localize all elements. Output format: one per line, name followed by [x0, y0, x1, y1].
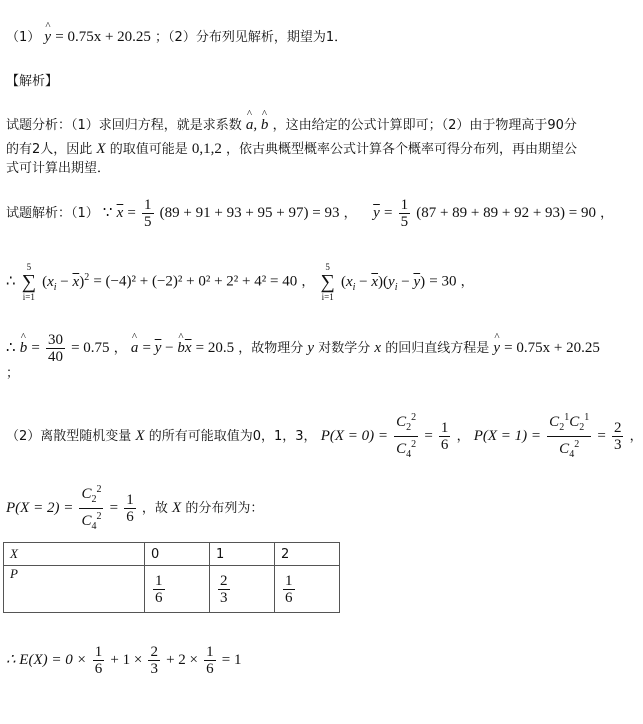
summation: 5 ∑ i=1 — [320, 262, 335, 302]
fraction-1-6: $\frac{1}{6}$ — [94, 644, 103, 677]
x-bar-expression: (89 + 91 + 93 + 95 + 97) = 93 — [159, 205, 340, 221]
fraction-c22-c42: $\frac{C_2^2}{C_4^2}$ — [81, 484, 102, 532]
prob-fraction — [153, 573, 165, 606]
regression-equation: = 0.75x + 20.25 — [504, 340, 600, 356]
prob-den: 6 — [285, 589, 293, 606]
prob-fraction — [218, 573, 230, 606]
prob-den: 6 — [155, 589, 163, 606]
prob-num: 2 — [220, 572, 228, 589]
sum-term: $(x_i - \overline{x})^2$ — [42, 271, 90, 293]
answer-equation: = 0.75x + 20.25 — [55, 29, 151, 45]
expectation-mid: + 2 × — [166, 652, 199, 668]
prob-num: 1 — [285, 572, 293, 589]
x-bar: $\overline{x}$ — [116, 205, 124, 221]
distribution-table — [3, 542, 340, 613]
fraction-one-fifth: $\frac{1}{5}$ — [400, 197, 409, 230]
sum-term: $(x_i - \overline{x})(y_i - \overline{y})$ — [340, 273, 426, 293]
analysis-text: ，依古典概型概率公式计算各个概率可得分布列，再由期望公 — [226, 142, 578, 157]
analysis-line-2 — [6, 138, 577, 158]
p2-lhs: P(X = 2) = — [6, 500, 74, 516]
part2-line-2 — [6, 482, 263, 535]
sum2-expression: = 30 — [429, 273, 457, 290]
expectation-lhs: ∴ E(X) = 0 × — [6, 652, 87, 668]
equals-sign: = — [383, 205, 393, 221]
y-bar-expression: (87 + 89 + 89 + 92 + 93) = 90 — [416, 205, 597, 221]
part2-text: ，故 — [141, 501, 168, 516]
analysis-text: 的取值可能是 — [109, 142, 188, 157]
equals-sign: = — [424, 428, 433, 444]
var-x: X — [172, 500, 182, 516]
fraction-c22-c42: $\frac{C_2^2}{C_4^2}$ — [396, 412, 417, 460]
part2-text: （2）离散型随机变量 — [6, 429, 132, 444]
part2-line-1 — [6, 410, 643, 463]
comma: ， — [456, 429, 470, 444]
because-symbol: ∵ — [102, 205, 113, 221]
regression-text: ，故物理分 — [238, 341, 304, 356]
table-value-cell: 2 — [275, 543, 340, 566]
part2-text: 的所有可能取值为0，1，3， — [148, 429, 317, 444]
expectation-rhs: = 1 — [221, 652, 242, 668]
table-value-cell: 0 — [145, 543, 210, 566]
a-hat: ^ a — [131, 340, 139, 356]
table-prob-cell — [275, 566, 340, 613]
section-heading: 【解析】 — [6, 74, 59, 89]
fraction-c21c21-c42: $\frac{C_2^1C_2^1}{C_4^2}$ — [549, 412, 590, 460]
solution-line-2 — [6, 262, 474, 302]
sum1-expression: = (−4)² + (−2)² + 0² + 2² + 4² = 40 — [93, 273, 298, 290]
sum-upper: 5 — [26, 262, 32, 272]
therefore-symbol: ∴ — [6, 273, 16, 290]
b-value: = 0.75 — [71, 340, 110, 356]
fraction-1-6: $\frac{1}{6}$ — [206, 644, 214, 677]
table-value-cell: 1 — [210, 543, 275, 566]
answer-part1-label: （1） — [6, 30, 41, 45]
fraction-2-3: $\frac{2}{3}$ — [613, 420, 622, 453]
comma: ， — [629, 429, 643, 444]
table-prob-cell — [210, 566, 275, 613]
analysis-text: 试题分析：（1）求回归方程，就是求系数 — [6, 118, 242, 133]
fraction-30-40: $\frac{30}{40}$ — [47, 332, 63, 365]
y-bar: $\overline{y}$ — [373, 205, 380, 221]
therefore-symbol: ∴ — [6, 340, 16, 356]
b-hat: ^ b — [20, 340, 28, 356]
comma: ， — [301, 274, 315, 290]
analysis-line-1 — [6, 114, 577, 134]
prob-fraction — [283, 573, 295, 606]
prob-den: 3 — [220, 589, 228, 606]
fraction-one-fifth: $\frac{1}{5}$ — [144, 197, 152, 230]
equals-sign: = — [127, 205, 136, 221]
y-hat-symbol: ^ y — [44, 29, 51, 45]
expectation-line — [6, 644, 242, 677]
solution-line-3 — [6, 332, 600, 365]
comma: ， — [113, 341, 127, 356]
p1-lhs: P(X = 1) = — [473, 428, 542, 444]
analysis-text: 的有2人，因此 — [6, 142, 93, 157]
table-header-x: X — [4, 543, 145, 566]
regression-text: 的回归直线方程是 — [385, 341, 490, 356]
equals-sign: = — [109, 500, 119, 516]
fraction-2-3: $\frac{2}{3}$ — [150, 644, 158, 677]
analysis-text: ，这由给定的公式计算即可；（2）由于物理高于90分 — [272, 118, 577, 133]
a-hat-b-hat-symbols: ^ a, ^ b — [246, 117, 269, 133]
sum-lower: i=1 — [321, 292, 334, 302]
semicolon-line: ； — [6, 366, 20, 381]
var-x-lower: x — [374, 340, 382, 356]
var-x: X — [135, 428, 145, 444]
comma: ， — [460, 274, 474, 290]
p0-lhs: P(X = 0) = — [320, 428, 389, 444]
sum-upper: 5 — [325, 262, 330, 272]
a-formula: = $\overline{y}$ − ^ $b\overline{x}$ — [142, 340, 191, 356]
analysis-line-3: 式可计算出期望． — [6, 161, 111, 176]
sum-lower: i=1 — [22, 292, 35, 302]
expectation-mid: + 1 × — [110, 652, 143, 668]
table-prob-cell — [145, 566, 210, 613]
fraction-1-6: $\frac{1}{6}$ — [440, 420, 449, 453]
summation: 5 ∑ i=1 — [21, 262, 36, 302]
equals-sign: = — [31, 340, 40, 356]
var-x: X — [96, 141, 106, 157]
comma: ， — [600, 206, 614, 221]
fraction-1-6: $\frac{1}{6}$ — [126, 492, 134, 525]
solution-line-1 — [6, 197, 613, 230]
equals-sign: = — [597, 428, 606, 444]
analysis-values: 0,1,2 — [191, 141, 222, 157]
answer-separator: ；（2）分布列见解析，期望为1． — [155, 30, 348, 45]
solution-lead: 试题解析：（1） — [6, 206, 99, 221]
prob-num: 1 — [155, 572, 163, 589]
table-row — [4, 566, 340, 613]
comma: ， — [343, 206, 357, 221]
var-y: y — [307, 340, 315, 356]
y-hat-symbol: ^ y — [493, 340, 500, 356]
a-value: = 20.5 — [195, 340, 235, 356]
answer-line — [6, 26, 347, 46]
regression-text: 对数学分 — [318, 341, 371, 356]
part2-text: 的分布列为： — [185, 501, 264, 516]
table-header-p: P — [4, 566, 145, 613]
table-row — [4, 543, 340, 566]
